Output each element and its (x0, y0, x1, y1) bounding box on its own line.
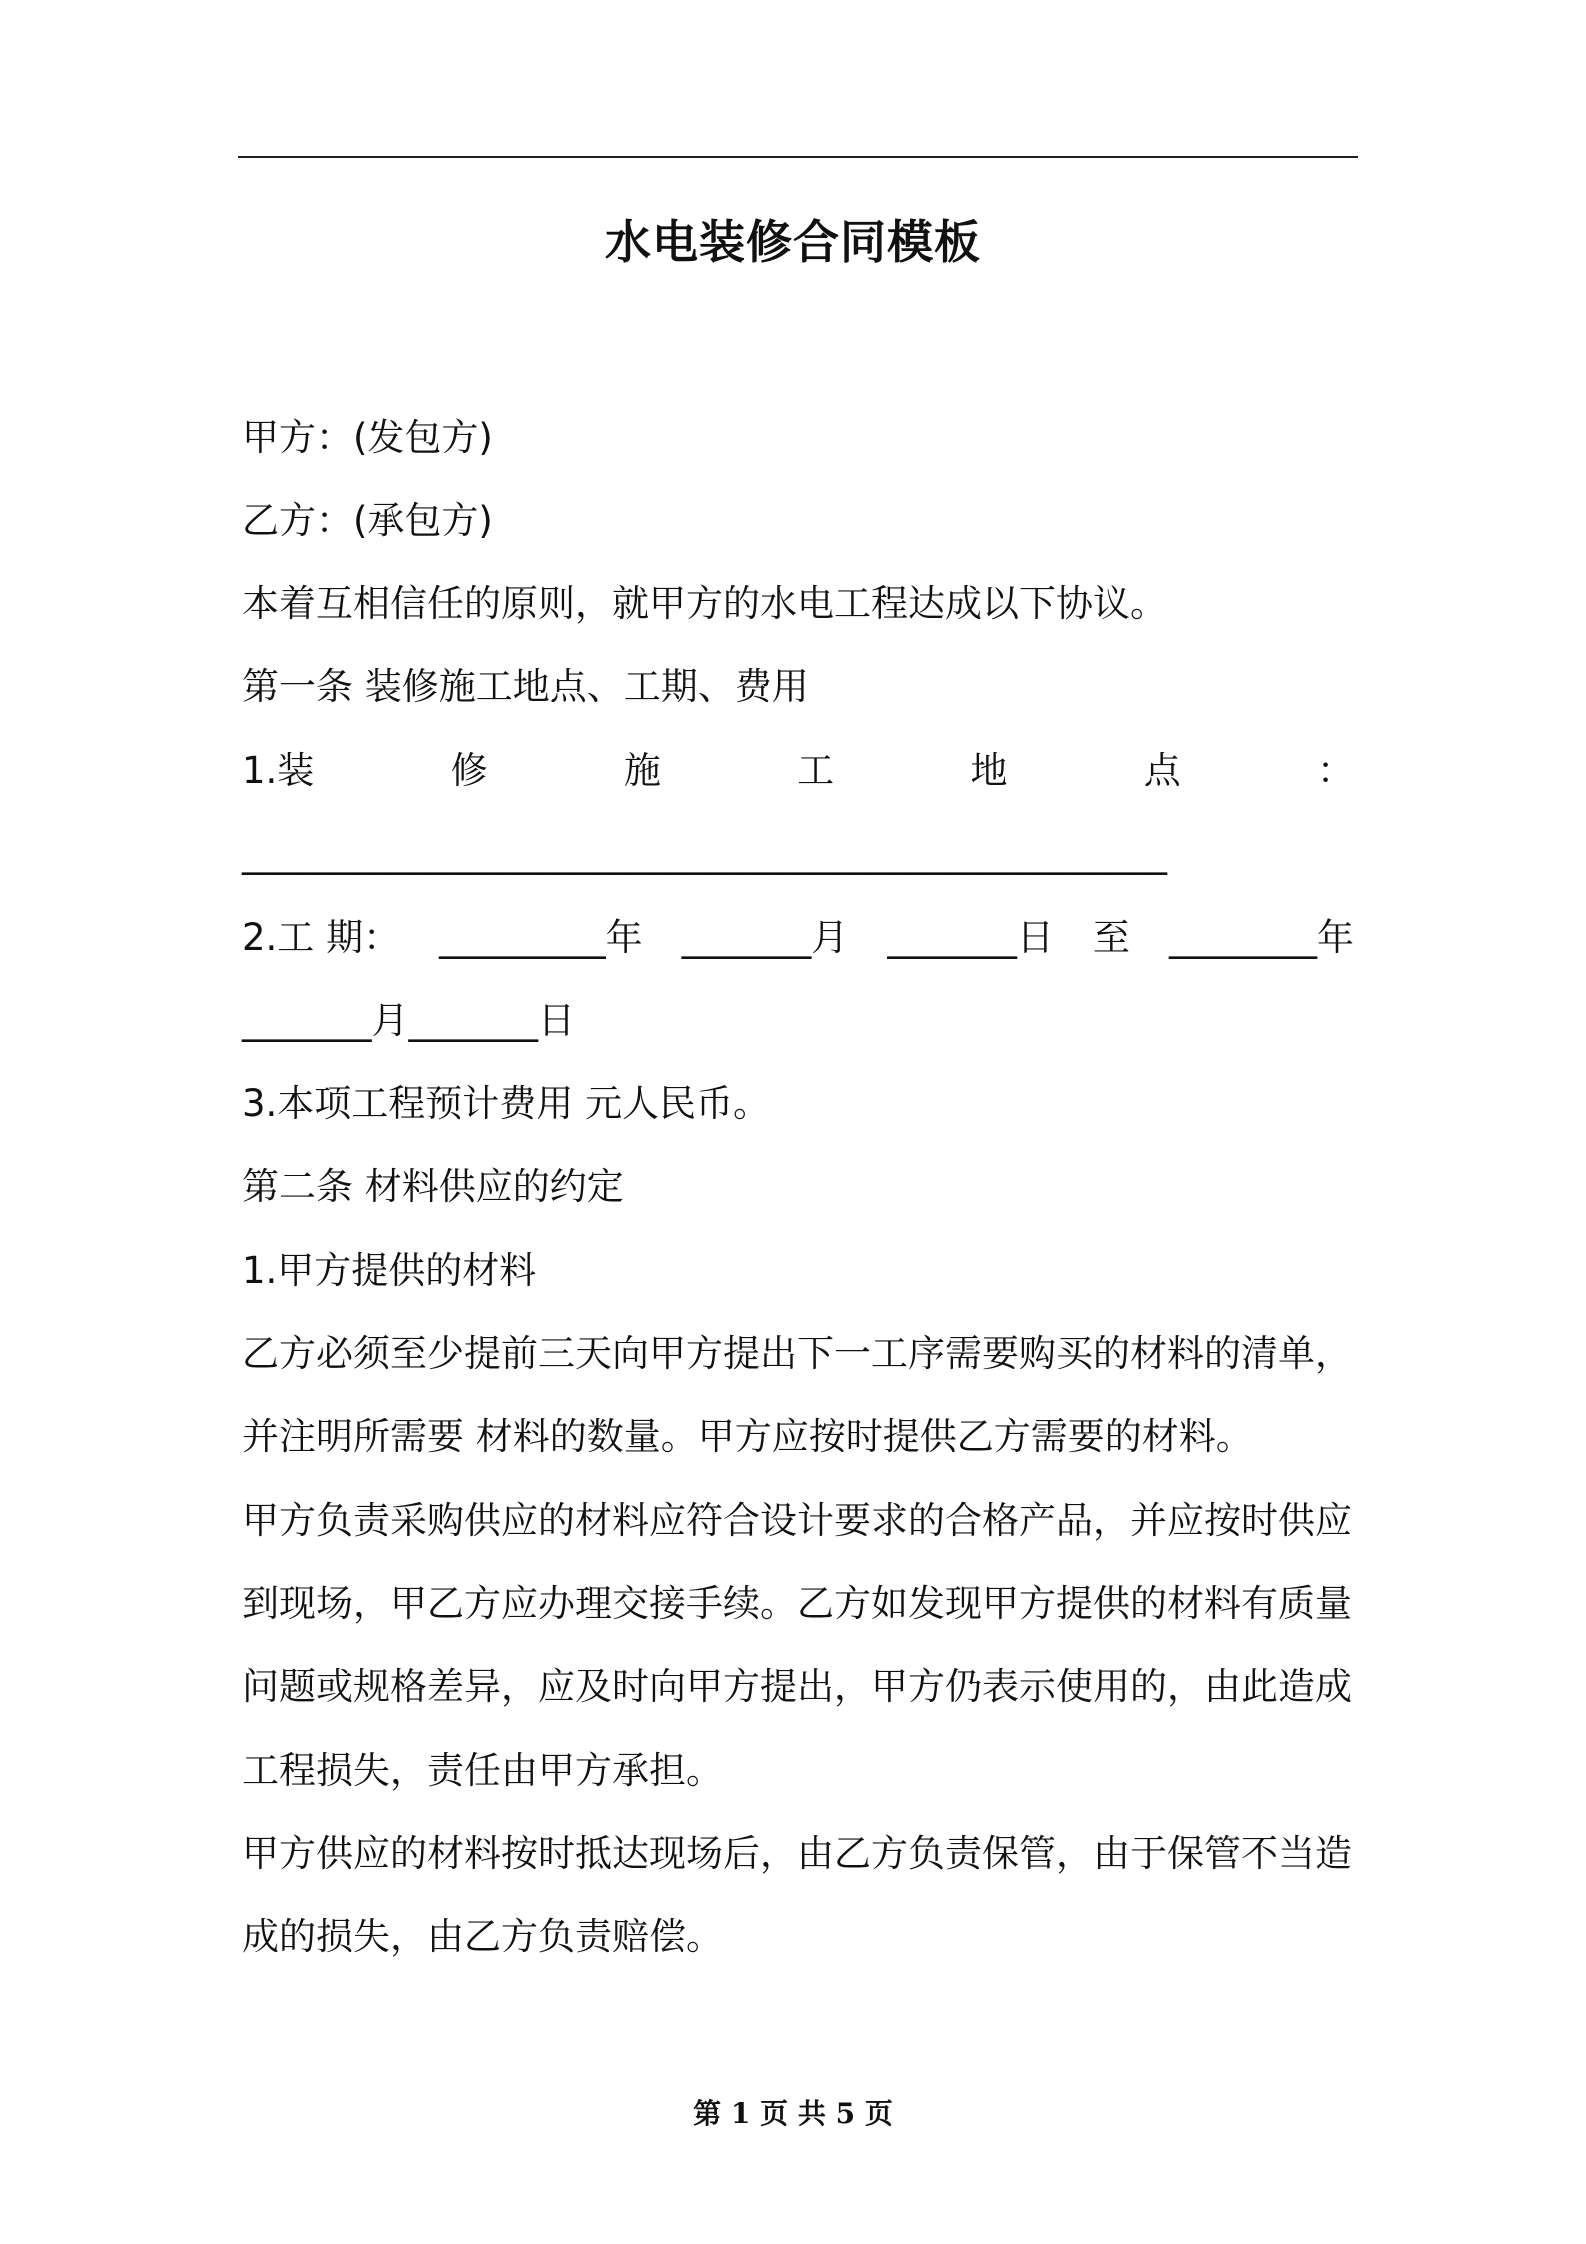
paragraph-line: 甲方负责采购供应的材料应符合设计要求的合格产品，并应按时供应 (242, 1499, 1352, 1542)
article1-heading: 第一条 装修施工地点、工期、费用 (242, 665, 809, 708)
header-rule (238, 156, 1358, 158)
item1-char: ： (1317, 749, 1354, 792)
paragraph-line: 到现场，甲乙方应办理交接手续。乙方如发现甲方提供的材料有质量 (242, 1582, 1352, 1625)
paragraph-line: 问题或规格差异，应及时向甲方提出，甲方仍表示使用的，由此造成 (242, 1665, 1352, 1708)
paragraph-line: 乙方必须至少提前三天向甲方提出下一工序需要购买的材料的清单， (242, 1332, 1352, 1375)
item1-char: 1.装 (242, 749, 315, 792)
item2-start-month: _______月 (681, 916, 849, 959)
item2-period-continued: _______月_______日 (242, 999, 575, 1042)
item2-label: 2.工 期： (242, 916, 401, 959)
page-indicator: 第 1 页 共 5 页 (693, 2097, 893, 2130)
paragraph-line: 甲方供应的材料按时抵达现场后，由乙方负责保管，由于保管不当造 (242, 1832, 1352, 1875)
item2-period-line (242, 913, 1354, 963)
item1-char: 点 (1143, 749, 1181, 792)
item2-end-year: ________年 (1168, 916, 1354, 959)
paragraph-line: 并注明所需要 材料的数量。甲方应按时提供乙方需要的材料。 (242, 1415, 1253, 1458)
item3-cost-line: 3.本项工程预计费用 元人民币。 (242, 1082, 771, 1125)
party-a-line: 甲方：(发包方) (242, 416, 493, 459)
item2-to: 至 (1092, 916, 1130, 959)
sub1-heading: 1.甲方提供的材料 (242, 1249, 537, 1292)
paragraph-line: 工程损失，责任由甲方承担。 (242, 1749, 723, 1792)
intro-paragraph: 本着互相信任的原则，就甲方的水电工程达成以下协议。 (242, 582, 1167, 625)
document-title: 水电装修合同模板 (605, 215, 981, 269)
paragraph-line: 成的损失，由乙方负责赔偿。 (242, 1915, 723, 1958)
item1-location-line (242, 746, 1354, 796)
item2-start-day: _______日 (887, 916, 1054, 959)
item1-char: 工 (797, 749, 835, 792)
item1-blank-line: __________________________________________________ (242, 832, 1167, 875)
item1-char: 施 (623, 749, 661, 792)
article2-heading: 第二条 材料供应的约定 (242, 1165, 624, 1208)
item1-char: 地 (970, 749, 1008, 792)
item1-char: 修 (450, 749, 488, 792)
party-b-line: 乙方：(承包方) (242, 499, 493, 542)
item2-start-year: _________年 (439, 916, 643, 959)
